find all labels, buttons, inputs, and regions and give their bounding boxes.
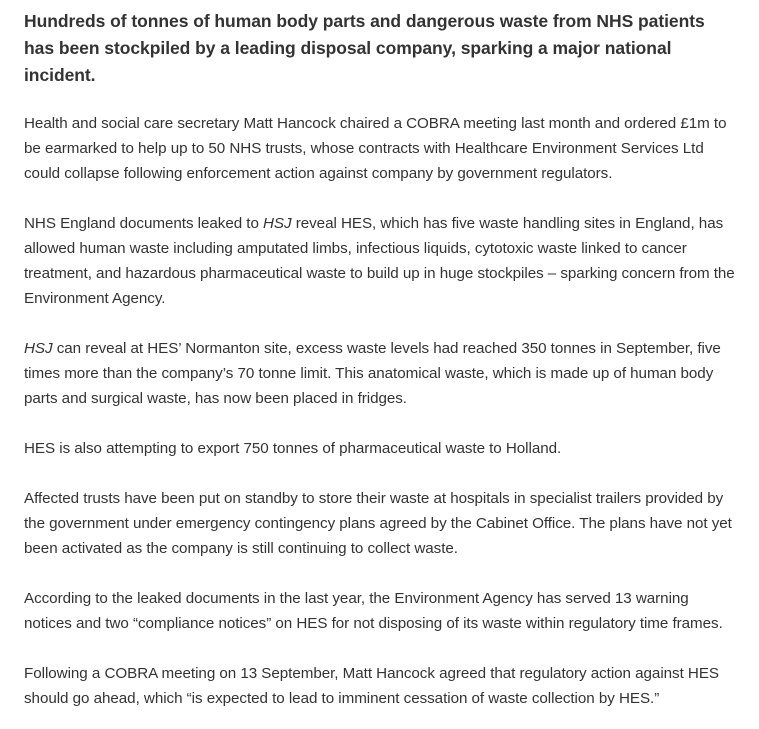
paragraph-2	[24, 211, 735, 311]
publication-name-hsj: HSJ	[24, 340, 53, 357]
paragraph-1: Health and social care secretary Matt Hancock chaired a COBRA meeting last month and ordered £1m to be earmarked to help up to 50 NHS trusts, whose contracts with Healthcare Environment Services Ltd could collapse following enforcement action against company by government regulators.	[24, 115, 727, 182]
paragraph-2-lead: NHS England documents leaked to	[24, 215, 264, 232]
paragraph-5: Affected trusts have been put on standby to store their waste at hospitals in specialist trailers provided by the government under emergency contingency plans agreed by the Cabinet Office. The plans have not yet been activated as the company is still continuing to collect waste.	[24, 490, 732, 557]
article-standfirst: Hundreds of tonnes of human body parts and dangerous waste from NHS patients has been stockpiled by a leading disposal company, sparking a major national incident.	[24, 11, 705, 85]
paragraph-3	[24, 336, 735, 411]
paragraph-2-rest: reveal HES, which has five waste handling sites in England, has allowed human waste including amputated limbs, infectious liquids, cytotoxic waste linked to cancer treatment, and hazardous pharmaceutical waste to build up in huge stockpiles – sparking concern from the Environment Agency.	[24, 215, 735, 307]
paragraph-3-rest: can reveal at HES’ Normanton site, excess waste levels had reached 350 tonnes in September, five times more than the company’s 70 tonne limit. This anatomical waste, which is made up of human body parts and surgical waste, has now been placed in fridges.	[24, 340, 721, 407]
paragraph-7: Following a COBRA meeting on 13 September, Matt Hancock agreed that regulatory action against HES should go ahead, which “is expected to lead to imminent cessation of waste collection by HES.”	[24, 665, 719, 707]
paragraph-4: HES is also attempting to export 750 tonnes of pharmaceutical waste to Holland.	[24, 440, 562, 457]
publication-name-hsj: HSJ	[263, 215, 292, 232]
paragraph-6: According to the leaked documents in the last year, the Environment Agency has served 13 warning notices and two “compliance notices” on HES for not disposing of its waste within regulatory time frames.	[24, 590, 723, 632]
